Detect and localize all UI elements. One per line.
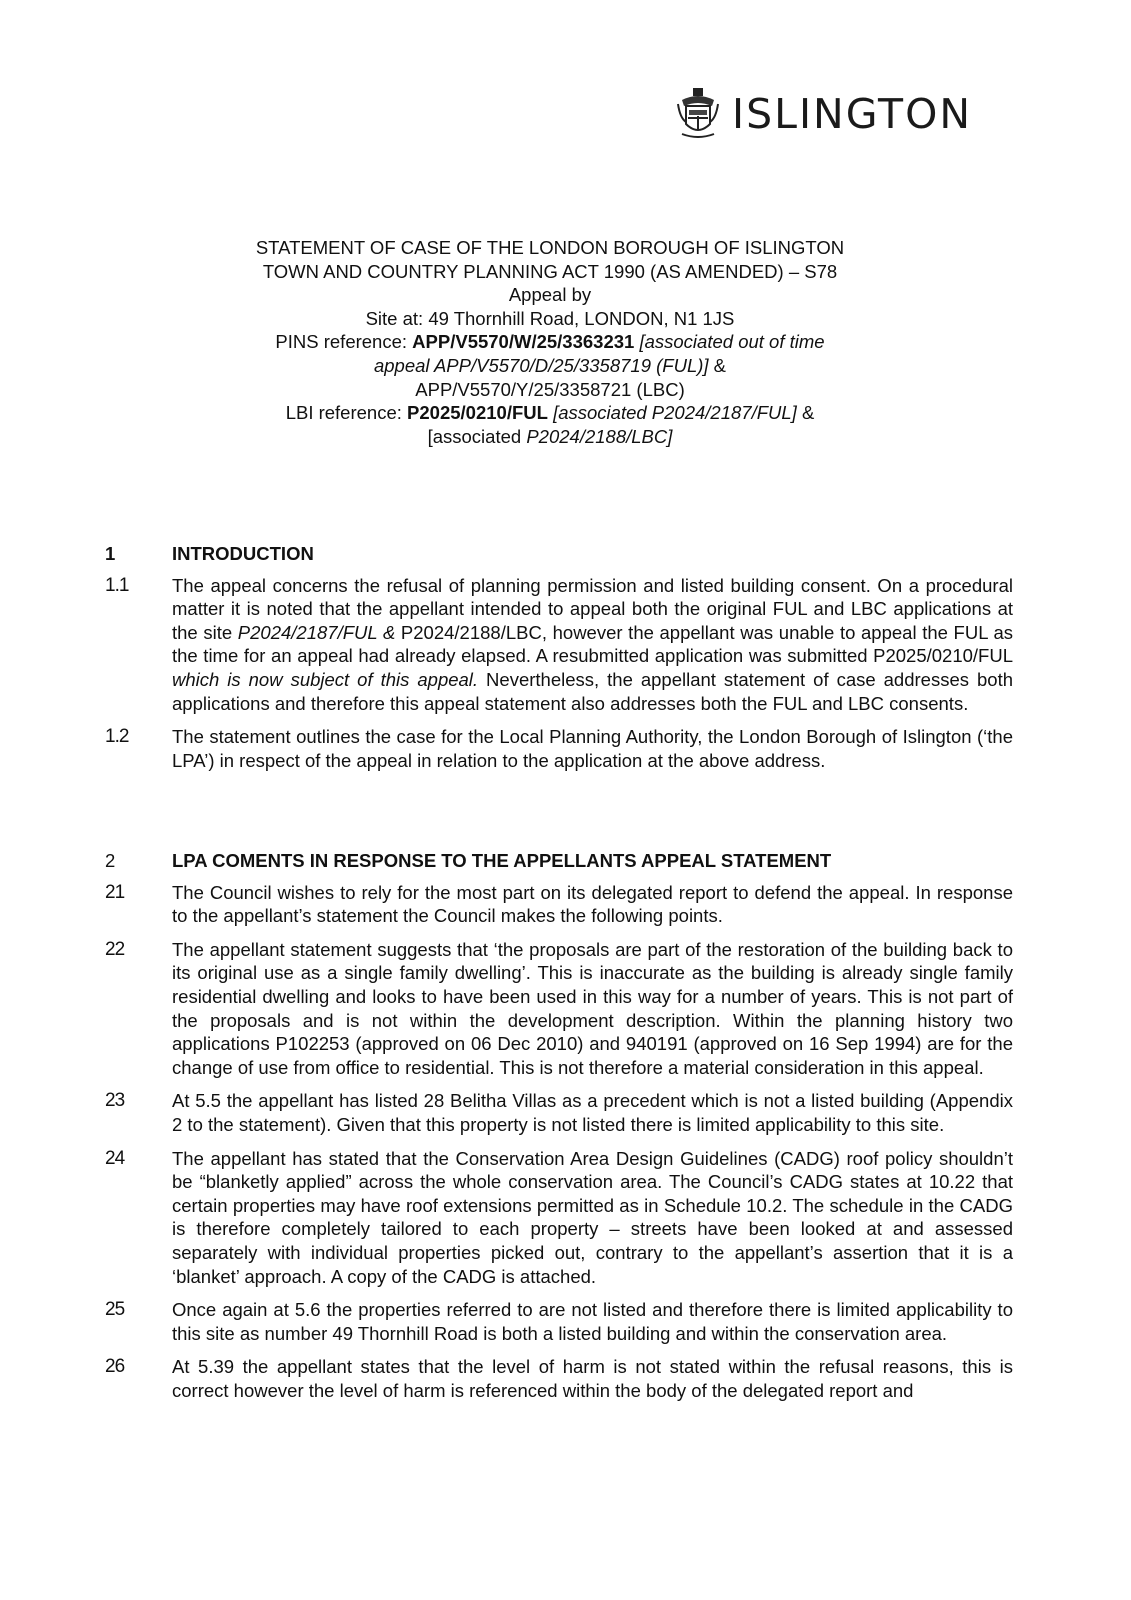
paragraph-text: At 5.5 the appellant has listed 28 Belitha Villas as a precedent which is not a listed building (Appendix 2 to the statement). Given that this property is not listed there is limited applicability to this site.	[172, 1090, 1013, 1135]
paragraph-number: 26	[105, 1356, 125, 1378]
paragraph-number: 23	[105, 1090, 125, 1112]
header-site: Site at: 49 Thornhill Road, LONDON, N1 1JS	[365, 307, 735, 329]
document-header	[120, 236, 980, 448]
paragraph	[105, 881, 1013, 928]
paragraph-number: 25	[105, 1299, 125, 1321]
paragraph-number: 21	[105, 881, 125, 903]
header-appeal-by: Appeal by	[508, 284, 592, 306]
header-lbi-ref-2: [associated P2024/2188/LBC]	[427, 425, 673, 447]
paragraph-text: At 5.39 the appellant states that the level of harm is not stated within the refusal reasons, this is correct however the level of harm is referenced within the body of the delegated report and	[172, 1356, 1013, 1401]
paragraph	[105, 1147, 1013, 1289]
logo-text: ISLINGTON	[732, 90, 973, 138]
paragraph: 1.2 The statement outlines the case for the Local Planning Authority, the London Borough of Islington (‘the LPA’) in respect of the appeal in relation to the application at the above address.	[105, 726, 1013, 771]
header-act: TOWN AND COUNTRY PLANNING ACT 1990 (AS AMENDED) – S78	[262, 260, 838, 282]
header-pins-ref: PINS reference: APP/V5570/W/25/3363231 [associated out of time	[275, 331, 825, 353]
header-pins-ref-2: appeal APP/V5570/D/25/3358719 (FUL)] &	[373, 354, 727, 376]
paragraph	[105, 1089, 1013, 1136]
section-introduction	[105, 542, 1013, 782]
section-lpa-comments	[105, 849, 1013, 1412]
coat-of-arms-icon	[676, 86, 720, 142]
paragraph-number: 24	[105, 1147, 125, 1169]
paragraph	[105, 1355, 1013, 1402]
header-lbi-ref: LBI reference: P2025/0210/FUL [associated P2024/2187/FUL] &	[285, 402, 815, 424]
paragraph-text: The Council wishes to rely for the most part on its delegated report to defend the appeal. In response to the appellant’s statement the Council makes the following points.	[172, 881, 1013, 927]
section-heading: 2 LPA COMENTS IN RESPONSE TO THE APPELLANTS APPEAL STATEMENT	[105, 850, 832, 871]
header-title: STATEMENT OF CASE OF THE LONDON BOROUGH OF ISLINGTON	[255, 237, 845, 258]
section-heading: 1 INTRODUCTION	[105, 543, 314, 564]
paragraph-text: Once again at 5.6 the properties referred to are not listed and therefore there is limited applicability to this site as number 49 Thornhill Road is both a listed building and within the conservation area.	[172, 1299, 1013, 1344]
paragraph	[105, 938, 1013, 1080]
paragraph-number: 22	[105, 938, 125, 960]
paragraph-text: The appellant statement suggests that ‘the proposals are part of the restoration of the building back to its original use as a single family dwelling’. This is inaccurate as the building is already single family residential dwelling and looks to have been used in this way for a number of years. This is not part of the proposals and is not within the development description. Within the planning history two applications P102253 (approved on 06 Dec 2010) and 940191 (approved on 16 Sep 1994) are for the change of use from office to residential. This is not therefore a material consideration in this appeal.	[172, 938, 1013, 1078]
header-pins-ref-3: APP/V5570/Y/25/3358721 (LBC)	[415, 378, 685, 400]
paragraph: 1.1 The appeal concerns the refusal of planning permission and listed building consent. On a procedural matter it is noted that the appellant intended to appeal both the original FUL and LBC applications at the site P2024/2187/FUL & P2024/2188/LBC, however the appellant was unable to appeal the FUL as the time for an appeal had already elapsed. A resubmitted application was submitted P2025/0210/FUL which is now subject of this appeal. Nevertheless, the appellant statement of case addresses both applications and therefore this appeal statement also addresses both the FUL and LBC consents.	[105, 574, 1013, 714]
paragraph	[105, 1298, 1013, 1345]
islington-logo	[676, 86, 972, 142]
paragraph-text: The appellant has stated that the Conservation Area Design Guidelines (CADG) roof policy shouldn’t be “blanketly applied” across the whole conservation area. The Council’s CADG states at 10.22 that certain properties may have roof extensions permitted as in Schedule 10.2. The schedule in the CADG is therefore completely tailored to each property – streets have been looked at and assessed separately with individual properties picked out, contrary to the appellant’s assertion that it is a ‘blanket’ approach. A copy of the CADG is attached.	[172, 1147, 1013, 1287]
